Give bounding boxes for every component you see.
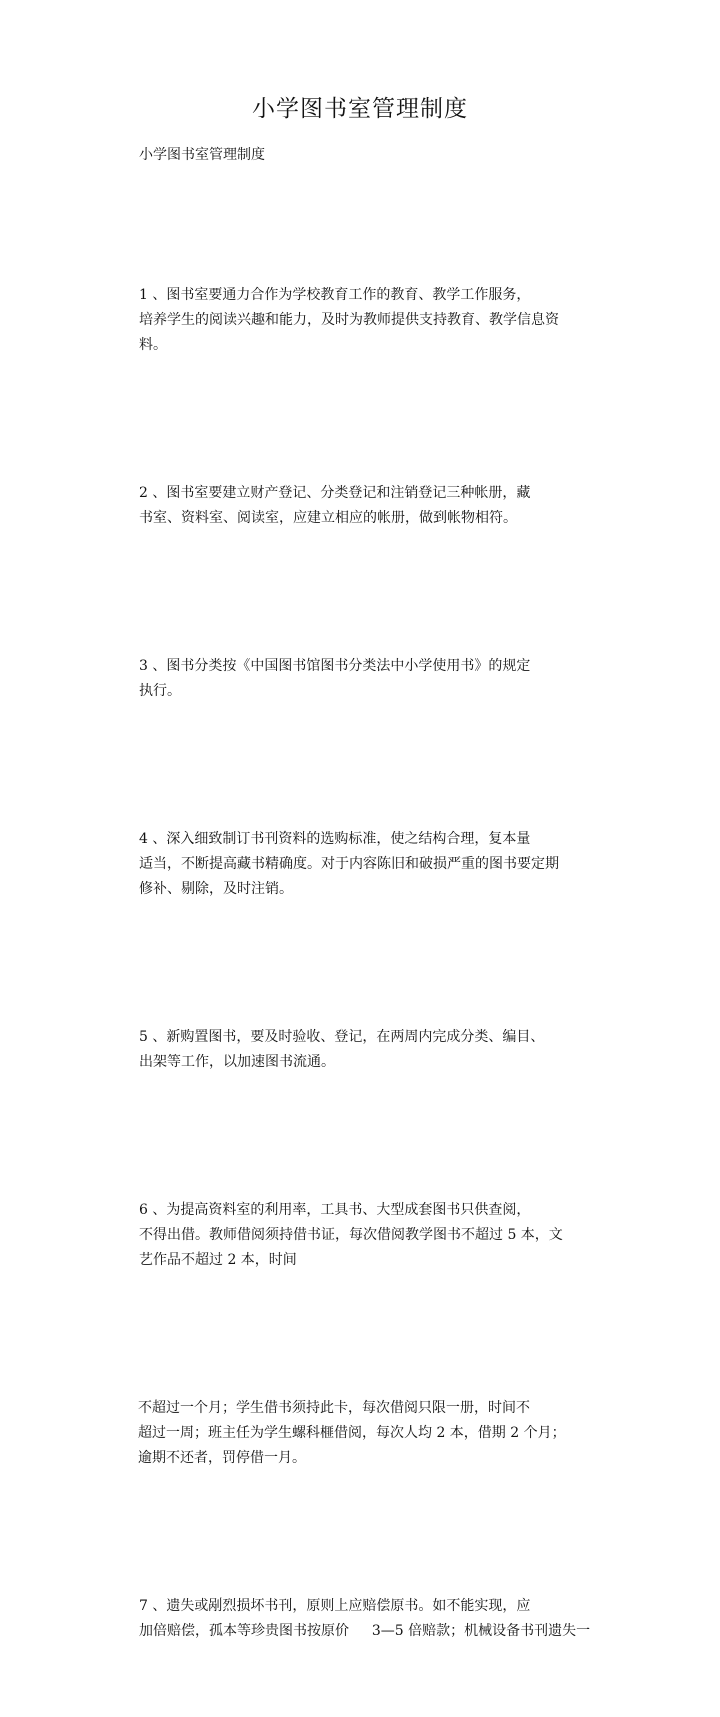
paragraph-3 — [107, 604, 592, 754]
paragraph-line: 不得出借。教师借阅须持借书证，每次借阅教学图书不超过 5 本，文 — [139, 1227, 563, 1243]
paragraph-line: 加倍赔偿，孤本等珍贵图书按原价 3—5 倍赔款；机械设备书刊遗失一 — [139, 1623, 591, 1639]
paragraph-line: 7 、遗失或剐烈损坏书刊，原则上应赔偿原书。如不能实现，应 — [139, 1598, 531, 1614]
paragraph-line: 适当，不断提高藏书精确度。对于内容陈旧和破损严重的图书要定期 — [139, 856, 559, 872]
paragraph-line: 3 、图书分类按《中国图书馆图书分类法中小学使用书》的规定 — [139, 658, 531, 674]
paragraph-line: 6 、为提高资料室的利用率，工具书、大型成套图书只供查阅， — [139, 1202, 531, 1218]
paragraph-6-continued — [107, 1346, 592, 1521]
paragraph-line: 1 、图书室要通力合作为学校教育工作的教育、教学工作服务， — [139, 287, 531, 303]
paragraph-7 — [107, 1544, 592, 1694]
paragraph-1 — [107, 233, 592, 408]
paragraph-line: 书室、资料室、阅读室，应建立相应的帐册，做到帐物相符。 — [139, 510, 517, 526]
document-body — [107, 233, 592, 1717]
paragraph-2 — [107, 431, 592, 581]
paragraph-line: 4 、深入细致制订书刊资料的选购标准，使之结构合理，复本量 — [139, 831, 531, 847]
paragraph-line: 修补、剔除，及时注销。 — [139, 881, 293, 897]
paragraph-6 — [107, 1148, 592, 1323]
paragraph-line: 不超过一个月；学生借书须持此卡，每次借阅只限一册，时间不 — [138, 1400, 530, 1416]
paragraph-line: 逾期不还者，罚停借一月。 — [138, 1450, 306, 1466]
document-subtitle: 小学图书室管理制度 — [139, 147, 265, 163]
paragraph-5 — [107, 975, 592, 1125]
paragraph-line: 培养学生的阅读兴趣和能力，及时为教师提供支持教育、教学信息资 — [139, 312, 559, 328]
paragraph-line: 超过一周；班主任为学生螺科榧借阅，每次人均 2 本，借期 2 个月； — [138, 1425, 566, 1441]
paragraph-line: 2 、图书室要建立财产登记、分类登记和注销登记三种帐册，藏 — [139, 485, 531, 501]
paragraph-line: 艺作品不超过 2 本，时间 — [139, 1252, 297, 1268]
paragraph-line: 5 、新购置图书，要及时验收、登记，在两周内完成分类、编目、 — [139, 1029, 545, 1045]
paragraph-line: 出架等工作，以加速图书流通。 — [139, 1054, 335, 1070]
paragraph-4 — [107, 777, 592, 952]
paragraph-line: 料。 — [139, 337, 167, 353]
paragraph-line: 执行。 — [139, 683, 181, 699]
document-title: 小学图书室管理制度 — [252, 96, 468, 122]
